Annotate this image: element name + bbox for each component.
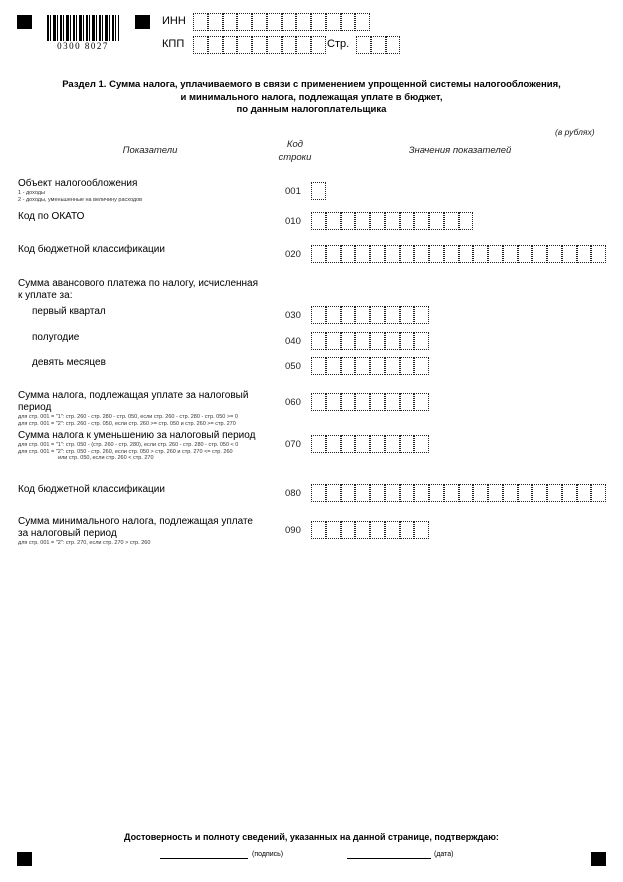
input-cell[interactable] xyxy=(532,484,547,502)
row-note: 1 - доходы xyxy=(18,190,45,196)
row-label-090: Сумма минимального налога, подлежащая уплате за налоговый период для стр. 001 = "2": стр. 270, если стр. 270 > стр. 260 xyxy=(18,516,263,547)
input-cell[interactable] xyxy=(444,245,459,263)
input-cell[interactable] xyxy=(355,212,370,230)
input-cell[interactable] xyxy=(414,484,429,502)
input-cell[interactable] xyxy=(356,36,371,54)
input-cell[interactable] xyxy=(355,306,370,324)
page-number-field[interactable] xyxy=(356,36,400,54)
input-cell[interactable] xyxy=(459,212,474,230)
input-cell[interactable] xyxy=(577,245,592,263)
line-code: 060 xyxy=(285,397,301,408)
input-cell[interactable] xyxy=(414,245,429,263)
line-code: 020 xyxy=(285,249,301,260)
input-cell[interactable] xyxy=(414,435,429,453)
input-cell[interactable] xyxy=(370,521,385,539)
value-field-070[interactable] xyxy=(311,435,429,453)
input-cell[interactable] xyxy=(414,521,429,539)
input-cell[interactable] xyxy=(296,36,311,54)
input-cell[interactable] xyxy=(591,484,606,502)
kpp-label: КПП xyxy=(162,38,185,50)
registration-marker xyxy=(17,15,32,29)
barcode-number: 0300 8027 xyxy=(57,41,109,51)
line-code: 030 xyxy=(285,310,301,321)
row-label-001: Объект налогообложения 1 - доходы 2 - доходы, уменьшенные на величину расходов xyxy=(18,178,283,203)
input-cell[interactable] xyxy=(341,212,356,230)
input-cell[interactable] xyxy=(532,245,547,263)
value-field-001[interactable] xyxy=(311,182,326,200)
input-cell[interactable] xyxy=(385,521,400,539)
line-code: 050 xyxy=(285,361,301,372)
input-cell[interactable] xyxy=(562,245,577,263)
input-cell[interactable] xyxy=(459,245,474,263)
input-cell[interactable] xyxy=(326,245,341,263)
row-note: для стр. 001 = "1": стр. 050 - (стр. 260 - стр. 280), если стр. 260 - стр. 280 - стр. 050 < 0 xyxy=(18,442,239,448)
row-note: для стр. 001 = "1": стр. 260 - стр. 280 - стр. 050, если стр. 260 - стр. 280 - стр. 050 >= 0 xyxy=(18,414,238,420)
input-cell[interactable] xyxy=(400,212,415,230)
input-cell[interactable] xyxy=(311,13,326,31)
row-label-060: Сумма налога, подлежащая уплате за налоговый период для стр. 001 = "1": стр. 260 - стр. 280 - стр. 050, если стр. 260 - стр. 280 - стр. 050 >= 0 для стр. 001 = "2": стр. 260 - стр. 050, если стр. 260 >= стр. 050 и стр. 260 >= стр. 270 xyxy=(18,390,283,427)
input-cell[interactable] xyxy=(400,357,415,375)
input-cell[interactable] xyxy=(400,484,415,502)
input-cell[interactable] xyxy=(400,435,415,453)
input-cell[interactable] xyxy=(311,212,326,230)
input-cell[interactable] xyxy=(370,306,385,324)
confirmation-text: Достоверность и полноту сведений, указанных на данной странице, подтверждаю: xyxy=(124,832,499,842)
input-cell[interactable] xyxy=(400,393,415,411)
line-code: 001 xyxy=(285,186,301,197)
input-cell[interactable] xyxy=(414,306,429,324)
line-code: 080 xyxy=(285,488,301,499)
input-cell[interactable] xyxy=(414,357,429,375)
input-cell[interactable] xyxy=(208,13,223,31)
row-label-040: полугодие xyxy=(32,332,80,343)
value-field-050[interactable] xyxy=(311,357,429,375)
input-cell[interactable] xyxy=(385,212,400,230)
row-label-010: Код по ОКАТО xyxy=(18,211,85,222)
input-cell[interactable] xyxy=(577,484,592,502)
input-cell[interactable] xyxy=(341,435,356,453)
input-cell[interactable] xyxy=(385,484,400,502)
column-header-indicators: Показатели xyxy=(122,145,178,156)
input-cell[interactable] xyxy=(326,13,341,31)
input-cell[interactable] xyxy=(193,13,208,31)
input-cell[interactable] xyxy=(237,36,252,54)
input-cell[interactable] xyxy=(267,36,282,54)
input-cell[interactable] xyxy=(311,357,326,375)
input-cell[interactable] xyxy=(385,435,400,453)
input-cell[interactable] xyxy=(355,435,370,453)
input-cell[interactable] xyxy=(386,36,401,54)
units-note: (в рублях) xyxy=(555,127,595,137)
column-header-values: Значения показателей xyxy=(408,145,512,156)
input-cell[interactable] xyxy=(370,357,385,375)
input-cell[interactable] xyxy=(355,13,370,31)
input-cell[interactable] xyxy=(400,332,415,350)
input-cell[interactable] xyxy=(326,393,341,411)
signature-label: (подпись) xyxy=(252,851,284,858)
input-cell[interactable] xyxy=(311,435,326,453)
input-cell[interactable] xyxy=(341,521,356,539)
input-cell[interactable] xyxy=(370,245,385,263)
input-cell[interactable] xyxy=(311,484,326,502)
input-cell[interactable] xyxy=(355,521,370,539)
value-field-010[interactable] xyxy=(311,212,473,230)
row-note: для стр. 001 = "2": стр. 260 - стр. 050, если стр. 260 >= стр. 050 и стр. 260 >= стр. 270 xyxy=(18,420,236,427)
value-field-060[interactable] xyxy=(311,393,429,411)
input-cell[interactable] xyxy=(355,393,370,411)
value-field-080[interactable] xyxy=(311,484,606,502)
input-cell[interactable] xyxy=(223,36,238,54)
input-cell[interactable] xyxy=(429,212,444,230)
input-cell[interactable] xyxy=(341,393,356,411)
input-cell[interactable] xyxy=(341,357,356,375)
input-cell[interactable] xyxy=(341,245,356,263)
input-cell[interactable] xyxy=(326,332,341,350)
input-cell[interactable] xyxy=(444,484,459,502)
input-cell[interactable] xyxy=(311,36,326,54)
input-cell[interactable] xyxy=(311,393,326,411)
input-cell[interactable] xyxy=(341,13,356,31)
input-cell[interactable] xyxy=(429,484,444,502)
input-cell[interactable] xyxy=(414,332,429,350)
input-cell[interactable] xyxy=(341,306,356,324)
value-field-090[interactable] xyxy=(311,521,429,539)
value-field-040[interactable] xyxy=(311,332,429,350)
input-cell[interactable] xyxy=(326,212,341,230)
input-cell[interactable] xyxy=(326,306,341,324)
input-cell[interactable] xyxy=(385,393,400,411)
input-cell[interactable] xyxy=(488,245,503,263)
input-cell[interactable] xyxy=(400,306,415,324)
row-note: или стр. 050, если стр. 260 < стр. 270 xyxy=(58,455,154,461)
input-cell[interactable] xyxy=(400,521,415,539)
inn-label: ИНН xyxy=(162,15,186,27)
kpp-field[interactable] xyxy=(193,36,326,54)
row-label-070: Сумма налога к уменьшению за налоговый период для стр. 001 = "1": стр. 050 - (стр. 260 - стр. 280), если стр. 260 - стр. 280 - стр. 050 < 0 для стр. 001 = "2": стр. 050 - стр. 260, если стр. 050 > стр. 260 и стр. 270 <= стр. 260 или стр. 050, если стр. 260 < стр. 270 xyxy=(18,430,283,462)
input-cell[interactable] xyxy=(355,484,370,502)
input-cell[interactable] xyxy=(400,245,415,263)
row-note: для стр. 001 = "2": стр. 050 - стр. 260, если стр. 050 > стр. 260 и стр. 270 <= стр. 260 xyxy=(18,448,233,455)
input-cell[interactable] xyxy=(311,332,326,350)
row-label-080: Код бюджетной классификации xyxy=(18,484,165,495)
input-cell[interactable] xyxy=(370,435,385,453)
input-cell[interactable] xyxy=(311,182,326,200)
input-cell[interactable] xyxy=(429,245,444,263)
input-cell[interactable] xyxy=(296,13,311,31)
input-cell[interactable] xyxy=(503,245,518,263)
input-cell[interactable] xyxy=(547,484,562,502)
input-cell[interactable] xyxy=(311,521,326,539)
barcode xyxy=(47,15,119,41)
input-cell[interactable] xyxy=(488,484,503,502)
line-code: 040 xyxy=(285,336,301,347)
input-cell[interactable] xyxy=(503,484,518,502)
input-cell[interactable] xyxy=(252,36,267,54)
input-cell[interactable] xyxy=(562,484,577,502)
input-cell[interactable] xyxy=(414,212,429,230)
input-cell[interactable] xyxy=(355,245,370,263)
value-field-020[interactable] xyxy=(311,245,606,263)
line-code: 070 xyxy=(285,439,301,450)
inn-field[interactable] xyxy=(193,13,370,31)
line-code: 090 xyxy=(285,525,301,536)
input-cell[interactable] xyxy=(518,245,533,263)
input-cell[interactable] xyxy=(385,306,400,324)
input-cell[interactable] xyxy=(444,212,459,230)
input-cell[interactable] xyxy=(370,212,385,230)
registration-marker xyxy=(591,852,606,866)
input-cell[interactable] xyxy=(355,357,370,375)
input-cell[interactable] xyxy=(370,332,385,350)
value-field-030[interactable] xyxy=(311,306,429,324)
input-cell[interactable] xyxy=(473,484,488,502)
input-cell[interactable] xyxy=(326,484,341,502)
row-label-group: Сумма авансового платежа по налогу, исчисленная к уплате за: xyxy=(18,278,259,301)
input-cell[interactable] xyxy=(518,484,533,502)
signature-line[interactable] xyxy=(160,858,248,859)
input-cell[interactable] xyxy=(459,484,474,502)
date-label: (дата) xyxy=(434,851,454,858)
input-cell[interactable] xyxy=(311,245,326,263)
input-cell[interactable] xyxy=(473,245,488,263)
column-header-code: Код строки xyxy=(278,139,312,163)
registration-marker xyxy=(135,15,150,29)
input-cell[interactable] xyxy=(326,435,341,453)
input-cell[interactable] xyxy=(267,13,282,31)
row-label-030: первый квартал xyxy=(32,306,106,317)
input-cell[interactable] xyxy=(282,36,297,54)
input-cell[interactable] xyxy=(341,484,356,502)
section-title: Раздел 1. Сумма налога, уплачиваемого в связи с применением упрощенной системы налогообложения, и минимального налога, подлежащая уплате в бюджет, по данным налогоплательщика xyxy=(62,79,561,115)
row-label-050: девять месяцев xyxy=(32,357,106,368)
input-cell[interactable] xyxy=(237,13,252,31)
input-cell[interactable] xyxy=(193,36,208,54)
line-code: 010 xyxy=(285,216,301,227)
input-cell[interactable] xyxy=(326,357,341,375)
input-cell[interactable] xyxy=(385,245,400,263)
input-cell[interactable] xyxy=(326,521,341,539)
input-cell[interactable] xyxy=(370,393,385,411)
input-cell[interactable] xyxy=(591,245,606,263)
input-cell[interactable] xyxy=(370,484,385,502)
input-cell[interactable] xyxy=(385,357,400,375)
input-cell[interactable] xyxy=(341,332,356,350)
page-label: Стр. xyxy=(327,38,350,50)
row-note: для стр. 001 = "2": стр. 270, если стр. 270 > стр. 260 xyxy=(18,540,151,546)
row-label-020: Код бюджетной классификации xyxy=(18,244,165,255)
input-cell[interactable] xyxy=(282,13,297,31)
input-cell[interactable] xyxy=(252,13,267,31)
input-cell[interactable] xyxy=(223,13,238,31)
registration-marker xyxy=(17,852,32,866)
input-cell[interactable] xyxy=(414,393,429,411)
input-cell[interactable] xyxy=(208,36,223,54)
input-cell[interactable] xyxy=(371,36,386,54)
input-cell[interactable] xyxy=(355,332,370,350)
input-cell[interactable] xyxy=(311,306,326,324)
input-cell[interactable] xyxy=(385,332,400,350)
date-line[interactable] xyxy=(347,858,431,859)
row-note: 2 - доходы, уменьшенные на величину расходов xyxy=(18,196,143,203)
input-cell[interactable] xyxy=(547,245,562,263)
